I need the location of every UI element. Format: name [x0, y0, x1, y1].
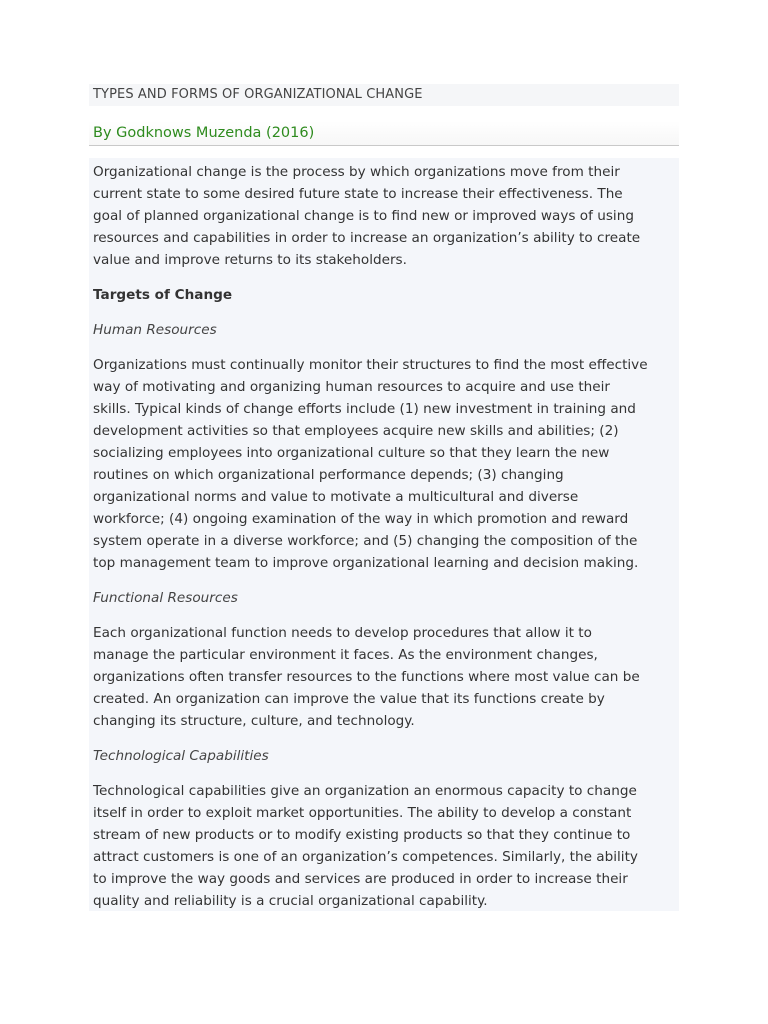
document-page: [89, 84, 679, 911]
text-line: organizations often transfer resources to the functions where most value can be: [93, 669, 640, 685]
document-body: [89, 158, 679, 911]
text-line: socializing employees into organizational culture so that they learn the new: [93, 445, 610, 461]
text-line: development activities so that employees acquire new skills and abilities; (2): [93, 423, 619, 439]
text-line: Organizational change is the process by which organizations move from their: [93, 164, 620, 180]
text-line: workforce; (4) ongoing examination of the way in which promotion and reward: [93, 511, 629, 527]
text-line: Technological capabilities give an organization an enormous capacity to change: [93, 783, 637, 799]
text-line: changing its structure, culture, and technology.: [93, 713, 415, 729]
author-byline: By Godknows Muzenda (2016): [89, 121, 679, 146]
subheading-technological-capabilities: Technological Capabilities: [93, 748, 269, 764]
text-line: Organizations must continually monitor their structures to find the most effective: [93, 357, 648, 373]
text-line: top management team to improve organizational learning and decision making.: [93, 555, 639, 571]
text-line: quality and reliability is a crucial organizational capability.: [93, 893, 488, 909]
text-line: way of motivating and organizing human resources to acquire and use their: [93, 379, 611, 395]
human-resources-paragraph: [93, 354, 675, 574]
text-line: routines on which organizational performance depends; (3) changing: [93, 467, 564, 483]
text-line: to improve the way goods and services are produced in order to increase their: [93, 871, 628, 887]
text-line: created. An organization can improve the value that its functions create by: [93, 691, 605, 707]
text-line: system operate in a diverse workforce; and (5) changing the composition of the: [93, 533, 638, 549]
text-line: attract customers is one of an organization’s competences. Similarly, the ability: [93, 849, 638, 865]
text-line: resources and capabilities in order to increase an organization’s ability to create: [93, 230, 641, 246]
functional-resources-paragraph: [93, 622, 675, 732]
technological-capabilities-paragraph: [93, 780, 675, 912]
intro-paragraph: [93, 161, 675, 271]
text-line: organizational norms and value to motivate a multicultural and diverse: [93, 489, 579, 505]
text-line: itself in order to exploit market opportunities. The ability to develop a constant: [93, 805, 632, 821]
text-line: skills. Typical kinds of change efforts include (1) new investment in training and: [93, 401, 636, 417]
text-line: current state to some desired future state to increase their effectiveness. The: [93, 186, 623, 202]
text-line: Each organizational function needs to develop procedures that allow it to: [93, 625, 592, 641]
text-line: goal of planned organizational change is to find new or improved ways of using: [93, 208, 634, 224]
text-line: stream of new products or to modify existing products so that they continue to: [93, 827, 631, 843]
document-title: TYPES AND FORMS OF ORGANIZATIONAL CHANGE: [89, 84, 679, 106]
section-heading-targets: Targets of Change: [93, 287, 233, 303]
text-line: manage the particular environment it faces. As the environment changes,: [93, 647, 598, 663]
subheading-functional-resources: Functional Resources: [93, 590, 238, 606]
subheading-human-resources: Human Resources: [93, 322, 217, 338]
text-line: value and improve returns to its stakeholders.: [93, 252, 407, 268]
